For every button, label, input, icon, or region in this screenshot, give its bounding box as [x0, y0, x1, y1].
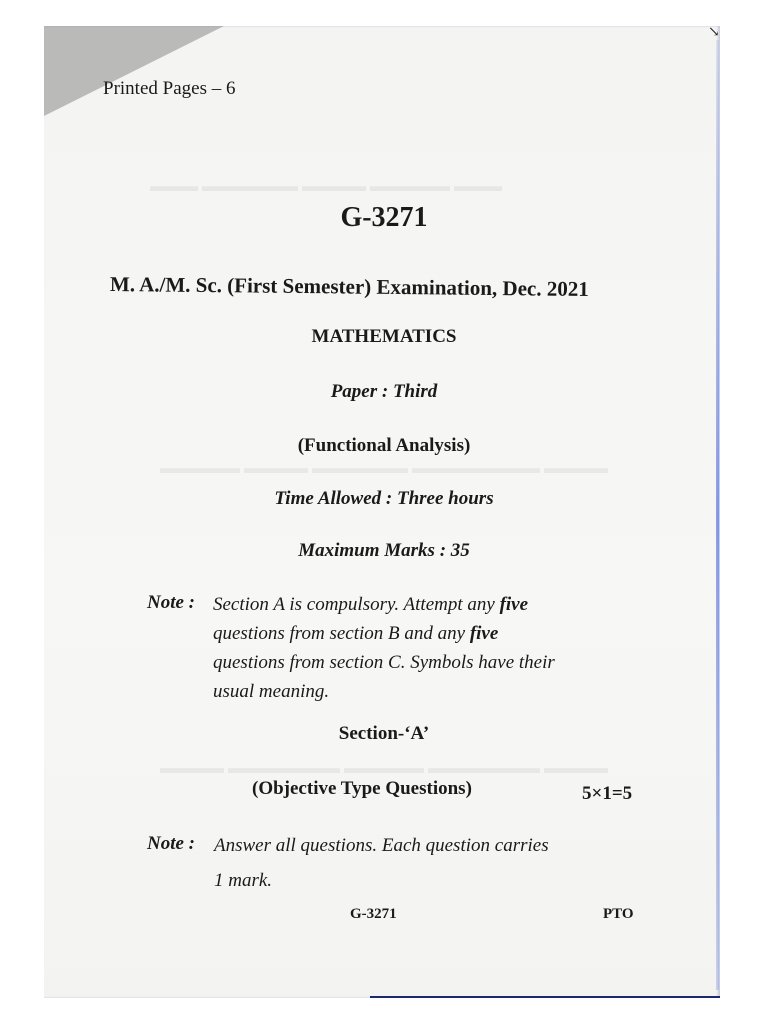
exam-title: M. A./M. Sc. (First Semester) Examination, Dec. 2021	[109, 272, 589, 302]
printed-pages-label: Printed Pages – 6	[103, 78, 236, 99]
bleed-through-text: ▬▬▬▬▬ ▬▬▬▬ ▬▬▬▬▬▬ ▬▬▬▬▬▬▬▬ ▬▬▬▬	[160, 460, 608, 477]
paper-code: G-3271	[340, 202, 428, 233]
bleed-through-text: ▬▬▬▬ ▬▬▬▬▬▬▬ ▬▬▬▬▬ ▬▬▬▬▬▬▬ ▬▬▬▬	[160, 760, 608, 777]
section-marks: 5×1=5	[582, 783, 633, 804]
section-type: (Objective Type Questions)	[252, 778, 472, 799]
bottom-edge-line	[370, 996, 720, 998]
note-line-3: questions from section C. Symbols have their	[213, 652, 555, 673]
note-label: Note :	[147, 592, 196, 613]
section-heading: Section-‘A’	[338, 723, 430, 744]
note-line-4: usual meaning.	[213, 681, 330, 702]
paper-title: (Functional Analysis)	[297, 435, 471, 456]
note2-line-2: 1 mark.	[214, 870, 273, 891]
footer-paper-code: G-3271	[350, 906, 397, 922]
note-line-2: questions from section B and any five	[213, 623, 499, 644]
note-line-1: Section A is compulsory. Attempt any five	[213, 594, 529, 615]
paper-number: Paper : Third	[330, 381, 438, 402]
maximum-marks: Maximum Marks : 35	[298, 540, 470, 561]
note-label: Note :	[147, 833, 196, 854]
time-allowed: Time Allowed : Three hours	[274, 488, 494, 509]
corner-mark: ↘	[708, 25, 720, 40]
bleed-through-text: ▬▬▬ ▬▬▬▬▬▬ ▬▬▬▬ ▬▬▬▬▬ ▬▬▬	[150, 178, 502, 195]
note2-line-1: Answer all questions. Each question carries	[214, 835, 549, 856]
subject-heading: MATHEMATICS	[311, 326, 457, 347]
footer-pto: PTO	[603, 906, 634, 922]
page-edge-shadow	[716, 40, 719, 990]
folded-corner	[44, 26, 224, 116]
